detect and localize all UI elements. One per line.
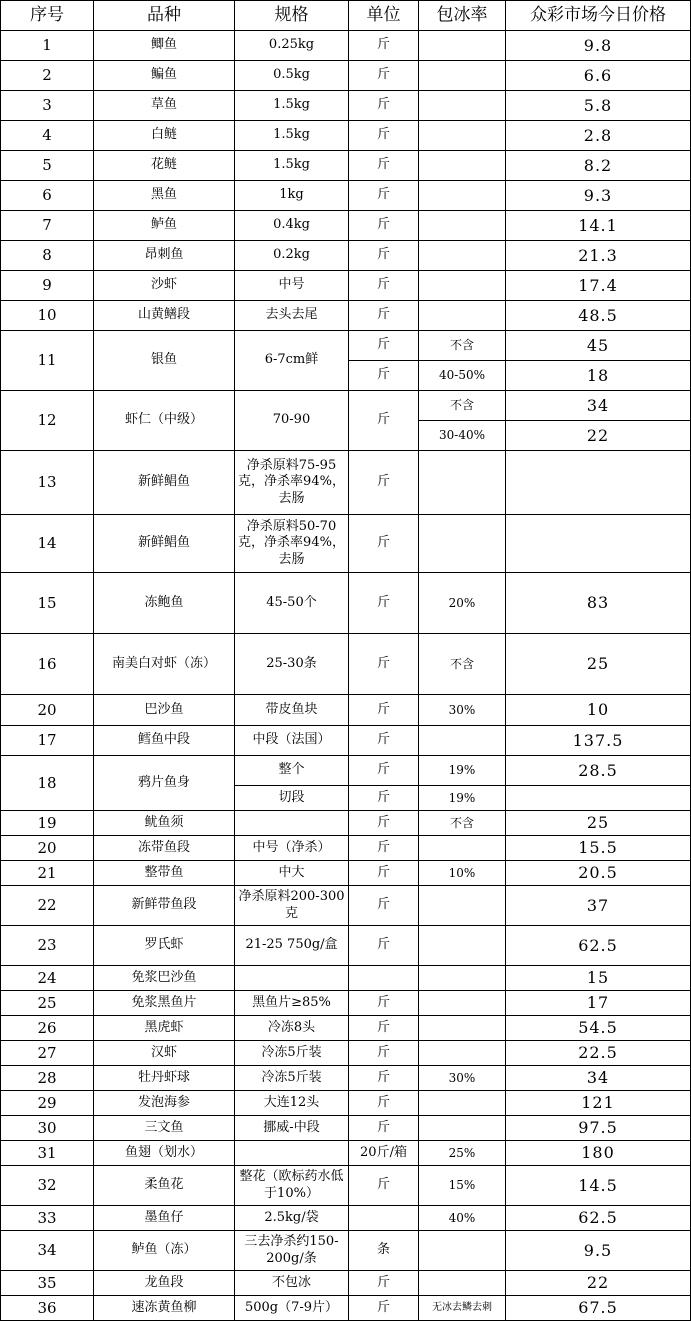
row-price: 121 [506,1091,691,1116]
header-unit: 单位 [349,1,419,31]
row-no: 10 [1,301,94,331]
table-row [1,1041,691,1066]
table-row [1,991,691,1016]
row-ice: 19% [419,786,506,811]
row-ice: 不含 [419,391,506,421]
row-price: 15 [506,966,691,991]
row-price: 10 [506,695,691,726]
table-row [1,1231,691,1271]
row-unit: 斤 [349,926,419,966]
row-price: 45 [506,331,691,361]
row-spec: 0.2kg [235,241,349,271]
row-price: 137.5 [506,726,691,756]
row-unit [349,1206,419,1231]
table-row [1,811,691,836]
row-no: 33 [1,1206,94,1231]
row-ice [419,121,506,151]
row-price: 8.2 [506,151,691,181]
row-name: 鳊鱼 [94,61,235,91]
row-price: 9.5 [506,1231,691,1271]
row-spec: 中号 [235,271,349,301]
row-name: 黑鱼 [94,181,235,211]
row-unit: 斤 [349,634,419,695]
row-unit: 斤 [349,1296,419,1321]
row-unit: 斤 [349,361,419,391]
table-row [1,726,691,756]
row-no: 17 [1,726,94,756]
row-no: 19 [1,811,94,836]
row-name: 新鲜带鱼段 [94,886,235,926]
row-price: 54.5 [506,1016,691,1041]
row-unit: 斤 [349,301,419,331]
row-price: 17 [506,991,691,1016]
row-no: 14 [1,515,94,573]
row-spec: 中号（净杀） [235,836,349,861]
row-ice [419,1016,506,1041]
table-row [1,1016,691,1041]
row-spec: 挪威-中段 [235,1116,349,1141]
table-row [1,1271,691,1296]
row-ice: 不含 [419,634,506,695]
row-ice: 30% [419,695,506,726]
row-price [506,786,691,811]
table-row [1,61,691,91]
row-price: 9.8 [506,31,691,61]
table-row [1,91,691,121]
row-spec: 整个 [235,756,349,786]
header-price: 众彩市场今日价格 [506,1,691,31]
table-row [1,301,691,331]
row-spec: 1.5kg [235,121,349,151]
row-spec: 去头去尾 [235,301,349,331]
table-row [1,451,691,515]
row-name: 冻带鱼段 [94,836,235,861]
row-unit: 斤 [349,991,419,1016]
row-unit: 斤 [349,451,419,515]
row-name: 银鱼 [94,331,235,391]
row-unit: 斤 [349,181,419,211]
row-name: 新鲜鲳鱼 [94,451,235,515]
row-spec: 1.5kg [235,91,349,121]
row-unit: 斤 [349,836,419,861]
row-spec: 三去净杀约150-200g/条 [235,1231,349,1271]
row-price: 14.5 [506,1166,691,1206]
row-no: 27 [1,1041,94,1066]
row-no: 26 [1,1016,94,1041]
row-price: 34 [506,1066,691,1091]
row-name: 巴沙鱼 [94,695,235,726]
row-ice [419,31,506,61]
row-name: 免浆黑鱼片 [94,991,235,1016]
row-spec: 冷冻5斤装 [235,1041,349,1066]
row-unit: 斤 [349,91,419,121]
row-unit: 斤 [349,391,419,451]
row-ice: 19% [419,756,506,786]
table-row [1,31,691,61]
row-no: 1 [1,31,94,61]
row-no: 15 [1,573,94,634]
row-spec: 中段（法国） [235,726,349,756]
row-ice [419,61,506,91]
row-unit: 斤 [349,31,419,61]
row-ice [419,836,506,861]
row-ice [419,1091,506,1116]
table-row [1,331,691,361]
row-ice: 30-40% [419,421,506,451]
row-unit: 斤 [349,1016,419,1041]
row-spec: 大连12头 [235,1091,349,1116]
table-row [1,1296,691,1321]
header-name: 品种 [94,1,235,31]
row-spec: 21-25 750g/盒 [235,926,349,966]
row-price: 22 [506,421,691,451]
row-price: 83 [506,573,691,634]
row-unit: 斤 [349,695,419,726]
row-price: 17.4 [506,271,691,301]
row-spec: 切段 [235,786,349,811]
row-name: 发泡海参 [94,1091,235,1116]
table-row [1,695,691,726]
row-no: 35 [1,1271,94,1296]
table-row [1,271,691,301]
row-ice [419,726,506,756]
row-spec: 黑鱼片≥85% [235,991,349,1016]
row-name: 鲫鱼 [94,31,235,61]
table-row [1,121,691,151]
row-name: 整带鱼 [94,861,235,886]
row-name: 沙虾 [94,271,235,301]
row-price: 15.5 [506,836,691,861]
row-name: 柔鱼花 [94,1166,235,1206]
row-spec: 1.5kg [235,151,349,181]
row-no: 30 [1,1116,94,1141]
row-ice [419,966,506,991]
table-row [1,756,691,786]
row-unit: 斤 [349,726,419,756]
row-ice [419,91,506,121]
row-spec: 0.25kg [235,31,349,61]
row-name: 虾仁（中级） [94,391,235,451]
row-no: 22 [1,886,94,926]
row-unit: 斤 [349,211,419,241]
row-name: 墨鱼仔 [94,1206,235,1231]
row-unit: 斤 [349,861,419,886]
row-no: 12 [1,391,94,451]
row-ice [419,515,506,573]
row-price: 48.5 [506,301,691,331]
row-name: 新鲜鲳鱼 [94,515,235,573]
row-no: 20 [1,695,94,726]
row-no: 31 [1,1141,94,1166]
row-name: 山黄鳝段 [94,301,235,331]
row-no: 6 [1,181,94,211]
row-ice [419,271,506,301]
row-name: 汉虾 [94,1041,235,1066]
row-price: 14.1 [506,211,691,241]
row-unit: 斤 [349,331,419,361]
row-unit: 条 [349,1231,419,1271]
row-no: 2 [1,61,94,91]
row-no: 16 [1,634,94,695]
row-no: 36 [1,1296,94,1321]
table-row [1,1066,691,1091]
row-ice [419,991,506,1016]
row-price: 62.5 [506,1206,691,1231]
row-no: 23 [1,926,94,966]
row-no: 11 [1,331,94,391]
row-name: 牡丹虾球 [94,1066,235,1091]
row-unit: 斤 [349,1166,419,1206]
row-ice [419,151,506,181]
row-no: 4 [1,121,94,151]
row-price: 37 [506,886,691,926]
row-name: 黑虎虾 [94,1016,235,1041]
row-price: 34 [506,391,691,421]
row-price: 5.8 [506,91,691,121]
row-price: 2.8 [506,121,691,151]
row-name: 鲈鱼 [94,211,235,241]
table-row [1,181,691,211]
row-spec: 中大 [235,861,349,886]
row-price: 180 [506,1141,691,1166]
row-spec: 不包冰 [235,1271,349,1296]
row-spec: 6-7cm鲜 [235,331,349,391]
row-no: 32 [1,1166,94,1206]
table-row [1,1206,691,1231]
row-name: 南美白对虾（冻） [94,634,235,695]
row-no: 7 [1,211,94,241]
row-no: 25 [1,991,94,1016]
row-ice: 15% [419,1166,506,1206]
row-no: 5 [1,151,94,181]
row-ice [419,1271,506,1296]
row-ice [419,181,506,211]
row-price: 25 [506,811,691,836]
row-name: 免浆巴沙鱼 [94,966,235,991]
row-unit: 斤 [349,573,419,634]
row-price: 9.3 [506,181,691,211]
table-row [1,573,691,634]
row-no: 3 [1,91,94,121]
row-ice [419,451,506,515]
row-unit: 斤 [349,241,419,271]
row-unit: 斤 [349,1091,419,1116]
row-spec: 2.5kg/袋 [235,1206,349,1231]
table-row [1,391,691,421]
row-ice: 40% [419,1206,506,1231]
row-price: 67.5 [506,1296,691,1321]
table-row [1,1091,691,1116]
row-ice: 25% [419,1141,506,1166]
row-unit: 斤 [349,515,419,573]
row-ice [419,1116,506,1141]
table-row [1,926,691,966]
row-unit: 斤 [349,1116,419,1141]
row-price: 62.5 [506,926,691,966]
row-price: 28.5 [506,756,691,786]
row-spec: 0.4kg [235,211,349,241]
row-price: 20.5 [506,861,691,886]
table-row [1,211,691,241]
row-price: 6.6 [506,61,691,91]
row-unit: 斤 [349,756,419,786]
row-ice [419,886,506,926]
row-price: 18 [506,361,691,391]
row-name: 鳕鱼中段 [94,726,235,756]
row-ice: 10% [419,861,506,886]
row-unit: 斤 [349,811,419,836]
header-ice: 包冰率 [419,1,506,31]
row-ice: 无冰去鳞去刺 [419,1296,506,1321]
row-name: 白鲢 [94,121,235,151]
row-unit: 斤 [349,271,419,301]
row-spec: 0.5kg [235,61,349,91]
row-no: 18 [1,756,94,811]
row-spec: 70-90 [235,391,349,451]
row-unit: 斤 [349,61,419,91]
row-ice [419,241,506,271]
row-spec: 1kg [235,181,349,211]
row-price [506,515,691,573]
row-name: 龙鱼段 [94,1271,235,1296]
row-no: 21 [1,861,94,886]
table-row [1,151,691,181]
row-name: 花鲢 [94,151,235,181]
row-ice [419,211,506,241]
row-price: 97.5 [506,1116,691,1141]
row-unit: 斤 [349,1271,419,1296]
row-spec [235,966,349,991]
row-no: 24 [1,966,94,991]
table-row [1,1141,691,1166]
table-row [1,241,691,271]
row-spec: 整花（欧标药水低于10%） [235,1166,349,1206]
row-ice [419,301,506,331]
row-name: 冻鲍鱼 [94,573,235,634]
row-no: 13 [1,451,94,515]
row-name: 三文鱼 [94,1116,235,1141]
row-unit: 斤 [349,121,419,151]
row-unit [349,966,419,991]
row-name: 草鱼 [94,91,235,121]
row-price [506,451,691,515]
row-price: 21.3 [506,241,691,271]
row-spec [235,811,349,836]
row-no: 34 [1,1231,94,1271]
row-name: 昂刺鱼 [94,241,235,271]
row-price: 25 [506,634,691,695]
row-name: 速冻黄鱼柳 [94,1296,235,1321]
row-ice [419,1041,506,1066]
row-unit: 斤 [349,151,419,181]
row-name: 鸦片鱼身 [94,756,235,811]
header-row [1,1,691,31]
row-spec: 带皮鱼块 [235,695,349,726]
row-no: 20 [1,836,94,861]
table-row [1,886,691,926]
table-row [1,634,691,695]
table-row [1,966,691,991]
row-spec: 45-50个 [235,573,349,634]
row-no: 9 [1,271,94,301]
row-unit: 20斤/箱 [349,1141,419,1166]
row-no: 8 [1,241,94,271]
row-ice: 不含 [419,331,506,361]
row-name: 鱼翅（划水） [94,1141,235,1166]
row-spec: 净杀原料50-70克，净杀率94%，去肠 [235,515,349,573]
row-ice: 40-50% [419,361,506,391]
row-price: 22.5 [506,1041,691,1066]
row-spec [235,1141,349,1166]
row-ice: 20% [419,573,506,634]
row-spec: 净杀原料75-95克，净杀率94%，去肠 [235,451,349,515]
row-spec: 冷冻5斤装 [235,1066,349,1091]
row-unit: 斤 [349,786,419,811]
row-spec: 25-30条 [235,634,349,695]
table-row [1,515,691,573]
table-row [1,1166,691,1206]
row-unit: 斤 [349,886,419,926]
row-ice: 30% [419,1066,506,1091]
row-spec: 500g（7-9片） [235,1296,349,1321]
row-ice [419,926,506,966]
row-unit: 斤 [349,1066,419,1091]
row-name: 鱿鱼须 [94,811,235,836]
table-row [1,1116,691,1141]
row-spec: 净杀原料200-300克 [235,886,349,926]
header-spec: 规格 [235,1,349,31]
row-unit: 斤 [349,1041,419,1066]
row-name: 鲈鱼（冻） [94,1231,235,1271]
header-no: 序号 [1,1,94,31]
row-no: 29 [1,1091,94,1116]
row-name: 罗氏虾 [94,926,235,966]
row-ice [419,1231,506,1271]
table-row [1,836,691,861]
row-no: 28 [1,1066,94,1091]
row-spec: 冷冻8头 [235,1016,349,1041]
row-price: 22 [506,1271,691,1296]
row-ice: 不含 [419,811,506,836]
table-row [1,861,691,886]
